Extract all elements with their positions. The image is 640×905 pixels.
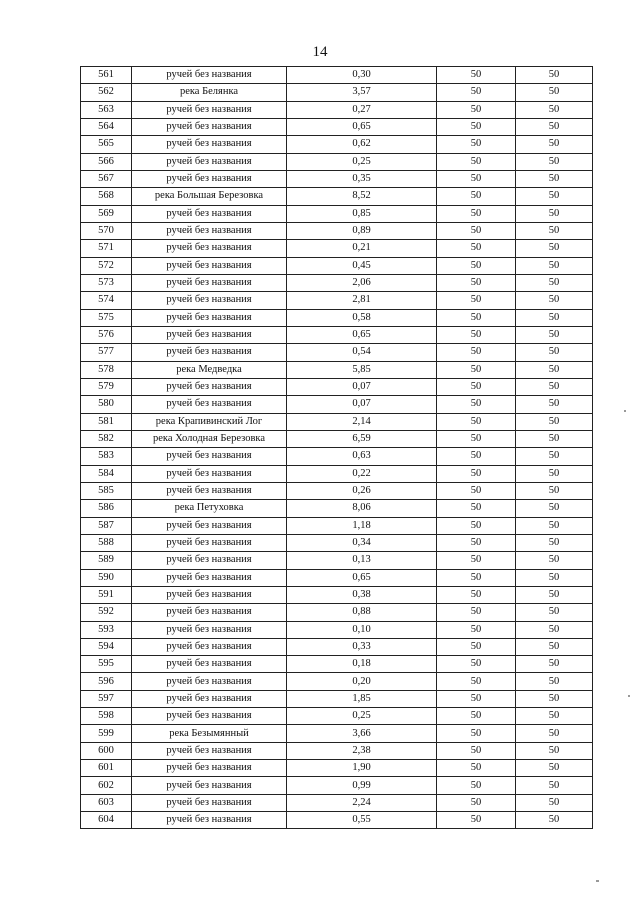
water-body-name: ручей без названия bbox=[132, 257, 287, 274]
table-row bbox=[81, 534, 593, 551]
zone-width-a: 50 bbox=[437, 292, 516, 309]
zone-width-a: 50 bbox=[437, 309, 516, 326]
row-number: 580 bbox=[81, 396, 132, 413]
water-body-name: ручей без названия bbox=[132, 534, 287, 551]
scan-speck bbox=[596, 880, 599, 882]
table-row bbox=[81, 344, 593, 361]
table-row bbox=[81, 413, 593, 430]
row-number: 595 bbox=[81, 656, 132, 673]
table-row bbox=[81, 188, 593, 205]
table-row bbox=[81, 725, 593, 742]
water-body-name: ручей без названия bbox=[132, 690, 287, 707]
zone-width-b: 50 bbox=[516, 118, 593, 135]
row-number: 563 bbox=[81, 101, 132, 118]
zone-width-a: 50 bbox=[437, 205, 516, 222]
length-value: 0,07 bbox=[287, 378, 437, 395]
table-row bbox=[81, 292, 593, 309]
row-number: 571 bbox=[81, 240, 132, 257]
length-value: 1,90 bbox=[287, 760, 437, 777]
table-row bbox=[81, 621, 593, 638]
zone-width-b: 50 bbox=[516, 760, 593, 777]
table-row bbox=[81, 586, 593, 603]
zone-width-b: 50 bbox=[516, 604, 593, 621]
table-row bbox=[81, 742, 593, 759]
water-body-name: ручей без названия bbox=[132, 569, 287, 586]
row-number: 592 bbox=[81, 604, 132, 621]
row-number: 568 bbox=[81, 188, 132, 205]
water-body-name: ручей без названия bbox=[132, 222, 287, 239]
row-number: 597 bbox=[81, 690, 132, 707]
table-row bbox=[81, 638, 593, 655]
zone-width-b: 50 bbox=[516, 794, 593, 811]
zone-width-b: 50 bbox=[516, 708, 593, 725]
water-body-name: ручей без названия bbox=[132, 586, 287, 603]
water-body-name: река Медведка bbox=[132, 361, 287, 378]
zone-width-a: 50 bbox=[437, 794, 516, 811]
zone-width-b: 50 bbox=[516, 777, 593, 794]
length-value: 0,63 bbox=[287, 448, 437, 465]
zone-width-b: 50 bbox=[516, 136, 593, 153]
zone-width-b: 50 bbox=[516, 690, 593, 707]
table-row bbox=[81, 690, 593, 707]
water-body-name: ручей без названия bbox=[132, 118, 287, 135]
zone-width-a: 50 bbox=[437, 690, 516, 707]
zone-width-b: 50 bbox=[516, 205, 593, 222]
zone-width-b: 50 bbox=[516, 378, 593, 395]
water-body-name: ручей без названия bbox=[132, 378, 287, 395]
length-value: 0,18 bbox=[287, 656, 437, 673]
row-number: 600 bbox=[81, 742, 132, 759]
row-number: 575 bbox=[81, 309, 132, 326]
zone-width-a: 50 bbox=[437, 482, 516, 499]
zone-width-a: 50 bbox=[437, 604, 516, 621]
length-value: 0,62 bbox=[287, 136, 437, 153]
water-body-name: ручей без названия bbox=[132, 777, 287, 794]
row-number: 570 bbox=[81, 222, 132, 239]
length-value: 2,06 bbox=[287, 274, 437, 291]
water-body-name: ручей без названия bbox=[132, 153, 287, 170]
water-body-name: ручей без названия bbox=[132, 812, 287, 829]
zone-width-a: 50 bbox=[437, 240, 516, 257]
row-number: 566 bbox=[81, 153, 132, 170]
length-value: 0,25 bbox=[287, 708, 437, 725]
zone-width-b: 50 bbox=[516, 222, 593, 239]
row-number: 602 bbox=[81, 777, 132, 794]
water-body-name: ручей без названия bbox=[132, 621, 287, 638]
water-body-name: река Большая Березовка bbox=[132, 188, 287, 205]
table-row bbox=[81, 222, 593, 239]
table-row bbox=[81, 760, 593, 777]
zone-width-b: 50 bbox=[516, 569, 593, 586]
length-value: 0,99 bbox=[287, 777, 437, 794]
table-row bbox=[81, 569, 593, 586]
table-row bbox=[81, 170, 593, 187]
row-number: 604 bbox=[81, 812, 132, 829]
length-value: 0,22 bbox=[287, 465, 437, 482]
water-body-name: ручей без названия bbox=[132, 794, 287, 811]
row-number: 586 bbox=[81, 500, 132, 517]
row-number: 588 bbox=[81, 534, 132, 551]
row-number: 596 bbox=[81, 673, 132, 690]
zone-width-b: 50 bbox=[516, 621, 593, 638]
row-number: 567 bbox=[81, 170, 132, 187]
length-value: 0,55 bbox=[287, 812, 437, 829]
zone-width-a: 50 bbox=[437, 153, 516, 170]
row-number: 577 bbox=[81, 344, 132, 361]
table-row bbox=[81, 378, 593, 395]
zone-width-b: 50 bbox=[516, 656, 593, 673]
zone-width-b: 50 bbox=[516, 673, 593, 690]
zone-width-a: 50 bbox=[437, 344, 516, 361]
water-body-name: ручей без названия bbox=[132, 742, 287, 759]
table-row bbox=[81, 361, 593, 378]
length-value: 0,85 bbox=[287, 205, 437, 222]
water-body-name: ручей без названия bbox=[132, 170, 287, 187]
length-value: 0,34 bbox=[287, 534, 437, 551]
zone-width-a: 50 bbox=[437, 67, 516, 84]
length-value: 1,18 bbox=[287, 517, 437, 534]
table-row bbox=[81, 448, 593, 465]
water-body-name: ручей без названия bbox=[132, 274, 287, 291]
row-number: 578 bbox=[81, 361, 132, 378]
length-value: 8,52 bbox=[287, 188, 437, 205]
water-body-name: река Белянка bbox=[132, 84, 287, 101]
zone-width-b: 50 bbox=[516, 274, 593, 291]
water-body-name: ручей без названия bbox=[132, 136, 287, 153]
water-body-name: ручей без названия bbox=[132, 448, 287, 465]
zone-width-b: 50 bbox=[516, 67, 593, 84]
length-value: 0,10 bbox=[287, 621, 437, 638]
length-value: 0,25 bbox=[287, 153, 437, 170]
zone-width-a: 50 bbox=[437, 812, 516, 829]
water-body-name: ручей без названия bbox=[132, 326, 287, 343]
table-row bbox=[81, 777, 593, 794]
length-value: 0,33 bbox=[287, 638, 437, 655]
row-number: 576 bbox=[81, 326, 132, 343]
zone-width-a: 50 bbox=[437, 465, 516, 482]
zone-width-b: 50 bbox=[516, 361, 593, 378]
table-row bbox=[81, 604, 593, 621]
row-number: 581 bbox=[81, 413, 132, 430]
row-number: 589 bbox=[81, 552, 132, 569]
zone-width-b: 50 bbox=[516, 396, 593, 413]
row-number: 583 bbox=[81, 448, 132, 465]
table-row bbox=[81, 205, 593, 222]
table-row bbox=[81, 240, 593, 257]
length-value: 2,81 bbox=[287, 292, 437, 309]
length-value: 8,06 bbox=[287, 500, 437, 517]
water-body-name: ручей без названия bbox=[132, 517, 287, 534]
zone-width-a: 50 bbox=[437, 552, 516, 569]
row-number: 582 bbox=[81, 430, 132, 447]
zone-width-b: 50 bbox=[516, 812, 593, 829]
water-body-name: ручей без названия bbox=[132, 205, 287, 222]
length-value: 0,07 bbox=[287, 396, 437, 413]
water-body-name: ручей без названия bbox=[132, 101, 287, 118]
length-value: 0,45 bbox=[287, 257, 437, 274]
zone-width-b: 50 bbox=[516, 534, 593, 551]
table-row bbox=[81, 500, 593, 517]
length-value: 0,65 bbox=[287, 326, 437, 343]
row-number: 593 bbox=[81, 621, 132, 638]
water-body-name: ручей без названия bbox=[132, 552, 287, 569]
table-row bbox=[81, 84, 593, 101]
zone-width-b: 50 bbox=[516, 500, 593, 517]
zone-width-b: 50 bbox=[516, 170, 593, 187]
table-row bbox=[81, 673, 593, 690]
zone-width-b: 50 bbox=[516, 292, 593, 309]
row-number: 591 bbox=[81, 586, 132, 603]
length-value: 0,26 bbox=[287, 482, 437, 499]
water-body-name: ручей без названия bbox=[132, 309, 287, 326]
page-number: 14 bbox=[312, 44, 328, 60]
zone-width-b: 50 bbox=[516, 465, 593, 482]
zone-width-a: 50 bbox=[437, 84, 516, 101]
zone-width-b: 50 bbox=[516, 84, 593, 101]
table-row bbox=[81, 118, 593, 135]
zone-width-b: 50 bbox=[516, 448, 593, 465]
length-value: 0,65 bbox=[287, 118, 437, 135]
length-value: 0,21 bbox=[287, 240, 437, 257]
water-body-name: ручей без названия bbox=[132, 292, 287, 309]
row-number: 603 bbox=[81, 794, 132, 811]
water-body-name: ручей без названия bbox=[132, 656, 287, 673]
scan-speck bbox=[624, 410, 626, 412]
water-body-name: ручей без названия bbox=[132, 344, 287, 361]
table-row bbox=[81, 274, 593, 291]
zone-width-b: 50 bbox=[516, 240, 593, 257]
zone-width-b: 50 bbox=[516, 153, 593, 170]
zone-width-b: 50 bbox=[516, 188, 593, 205]
zone-width-a: 50 bbox=[437, 638, 516, 655]
row-number: 564 bbox=[81, 118, 132, 135]
row-number: 562 bbox=[81, 84, 132, 101]
zone-width-b: 50 bbox=[516, 552, 593, 569]
zone-width-a: 50 bbox=[437, 586, 516, 603]
water-body-name: ручей без названия bbox=[132, 604, 287, 621]
length-value: 2,24 bbox=[287, 794, 437, 811]
table-row bbox=[81, 552, 593, 569]
zone-width-a: 50 bbox=[437, 396, 516, 413]
zone-width-b: 50 bbox=[516, 326, 593, 343]
zone-width-b: 50 bbox=[516, 517, 593, 534]
zone-width-a: 50 bbox=[437, 274, 516, 291]
length-value: 0,38 bbox=[287, 586, 437, 603]
row-number: 590 bbox=[81, 569, 132, 586]
table-row bbox=[81, 101, 593, 118]
row-number: 585 bbox=[81, 482, 132, 499]
row-number: 574 bbox=[81, 292, 132, 309]
row-number: 561 bbox=[81, 67, 132, 84]
water-body-name: ручей без названия bbox=[132, 240, 287, 257]
length-value: 6,59 bbox=[287, 430, 437, 447]
zone-width-b: 50 bbox=[516, 430, 593, 447]
zone-width-a: 50 bbox=[437, 118, 516, 135]
row-number: 565 bbox=[81, 136, 132, 153]
zone-width-a: 50 bbox=[437, 708, 516, 725]
length-value: 0,27 bbox=[287, 101, 437, 118]
zone-width-b: 50 bbox=[516, 413, 593, 430]
zone-width-a: 50 bbox=[437, 378, 516, 395]
zone-width-b: 50 bbox=[516, 309, 593, 326]
zone-width-b: 50 bbox=[516, 725, 593, 742]
table-row bbox=[81, 812, 593, 829]
zone-width-a: 50 bbox=[437, 188, 516, 205]
table-row bbox=[81, 517, 593, 534]
row-number: 584 bbox=[81, 465, 132, 482]
scan-speck bbox=[628, 695, 630, 697]
water-body-name: ручей без названия bbox=[132, 396, 287, 413]
zone-width-a: 50 bbox=[437, 517, 516, 534]
length-value: 2,14 bbox=[287, 413, 437, 430]
zone-width-b: 50 bbox=[516, 638, 593, 655]
zone-width-a: 50 bbox=[437, 569, 516, 586]
water-body-name: ручей без названия bbox=[132, 638, 287, 655]
table-row bbox=[81, 708, 593, 725]
zone-width-b: 50 bbox=[516, 344, 593, 361]
water-body-name: ручей без названия bbox=[132, 67, 287, 84]
water-body-name: ручей без названия bbox=[132, 708, 287, 725]
water-body-name: река Петуховка bbox=[132, 500, 287, 517]
zone-width-a: 50 bbox=[437, 326, 516, 343]
row-number: 572 bbox=[81, 257, 132, 274]
water-body-name: ручей без названия bbox=[132, 760, 287, 777]
table-row bbox=[81, 257, 593, 274]
row-number: 599 bbox=[81, 725, 132, 742]
table-row bbox=[81, 136, 593, 153]
water-body-name: ручей без названия bbox=[132, 465, 287, 482]
zone-width-a: 50 bbox=[437, 136, 516, 153]
length-value: 0,88 bbox=[287, 604, 437, 621]
water-body-name: ручей без названия bbox=[132, 482, 287, 499]
table-row bbox=[81, 465, 593, 482]
length-value: 5,85 bbox=[287, 361, 437, 378]
zone-width-a: 50 bbox=[437, 413, 516, 430]
length-value: 3,66 bbox=[287, 725, 437, 742]
length-value: 0,89 bbox=[287, 222, 437, 239]
zone-width-a: 50 bbox=[437, 725, 516, 742]
zone-width-a: 50 bbox=[437, 500, 516, 517]
zone-width-a: 50 bbox=[437, 257, 516, 274]
row-number: 573 bbox=[81, 274, 132, 291]
water-body-name: река Безымянный bbox=[132, 725, 287, 742]
length-value: 2,38 bbox=[287, 742, 437, 759]
zone-width-a: 50 bbox=[437, 448, 516, 465]
table-row bbox=[81, 430, 593, 447]
zone-width-b: 50 bbox=[516, 742, 593, 759]
zone-width-a: 50 bbox=[437, 222, 516, 239]
zone-width-a: 50 bbox=[437, 534, 516, 551]
zone-width-a: 50 bbox=[437, 361, 516, 378]
table-body bbox=[81, 67, 593, 829]
table-row bbox=[81, 656, 593, 673]
length-value: 0,58 bbox=[287, 309, 437, 326]
row-number: 579 bbox=[81, 378, 132, 395]
table-row bbox=[81, 396, 593, 413]
water-body-name: река Крапивинский Лог bbox=[132, 413, 287, 430]
zone-width-a: 50 bbox=[437, 621, 516, 638]
zone-width-a: 50 bbox=[437, 673, 516, 690]
zone-width-b: 50 bbox=[516, 586, 593, 603]
row-number: 601 bbox=[81, 760, 132, 777]
length-value: 0,20 bbox=[287, 673, 437, 690]
zone-width-a: 50 bbox=[437, 430, 516, 447]
zone-width-a: 50 bbox=[437, 170, 516, 187]
length-value: 0,30 bbox=[287, 67, 437, 84]
zone-width-b: 50 bbox=[516, 101, 593, 118]
water-bodies-table bbox=[80, 66, 593, 829]
zone-width-a: 50 bbox=[437, 760, 516, 777]
zone-width-a: 50 bbox=[437, 101, 516, 118]
table-row bbox=[81, 794, 593, 811]
table-row bbox=[81, 326, 593, 343]
length-value: 0,35 bbox=[287, 170, 437, 187]
water-body-name: ручей без названия bbox=[132, 673, 287, 690]
length-value: 3,57 bbox=[287, 84, 437, 101]
row-number: 594 bbox=[81, 638, 132, 655]
table-row bbox=[81, 309, 593, 326]
zone-width-a: 50 bbox=[437, 742, 516, 759]
zone-width-b: 50 bbox=[516, 257, 593, 274]
length-value: 0,65 bbox=[287, 569, 437, 586]
length-value: 0,13 bbox=[287, 552, 437, 569]
table-row bbox=[81, 153, 593, 170]
zone-width-a: 50 bbox=[437, 777, 516, 794]
table-row bbox=[81, 67, 593, 84]
water-body-name: река Холодная Березовка bbox=[132, 430, 287, 447]
zone-width-b: 50 bbox=[516, 482, 593, 499]
row-number: 569 bbox=[81, 205, 132, 222]
row-number: 598 bbox=[81, 708, 132, 725]
row-number: 587 bbox=[81, 517, 132, 534]
table-row bbox=[81, 482, 593, 499]
zone-width-a: 50 bbox=[437, 656, 516, 673]
length-value: 0,54 bbox=[287, 344, 437, 361]
length-value: 1,85 bbox=[287, 690, 437, 707]
